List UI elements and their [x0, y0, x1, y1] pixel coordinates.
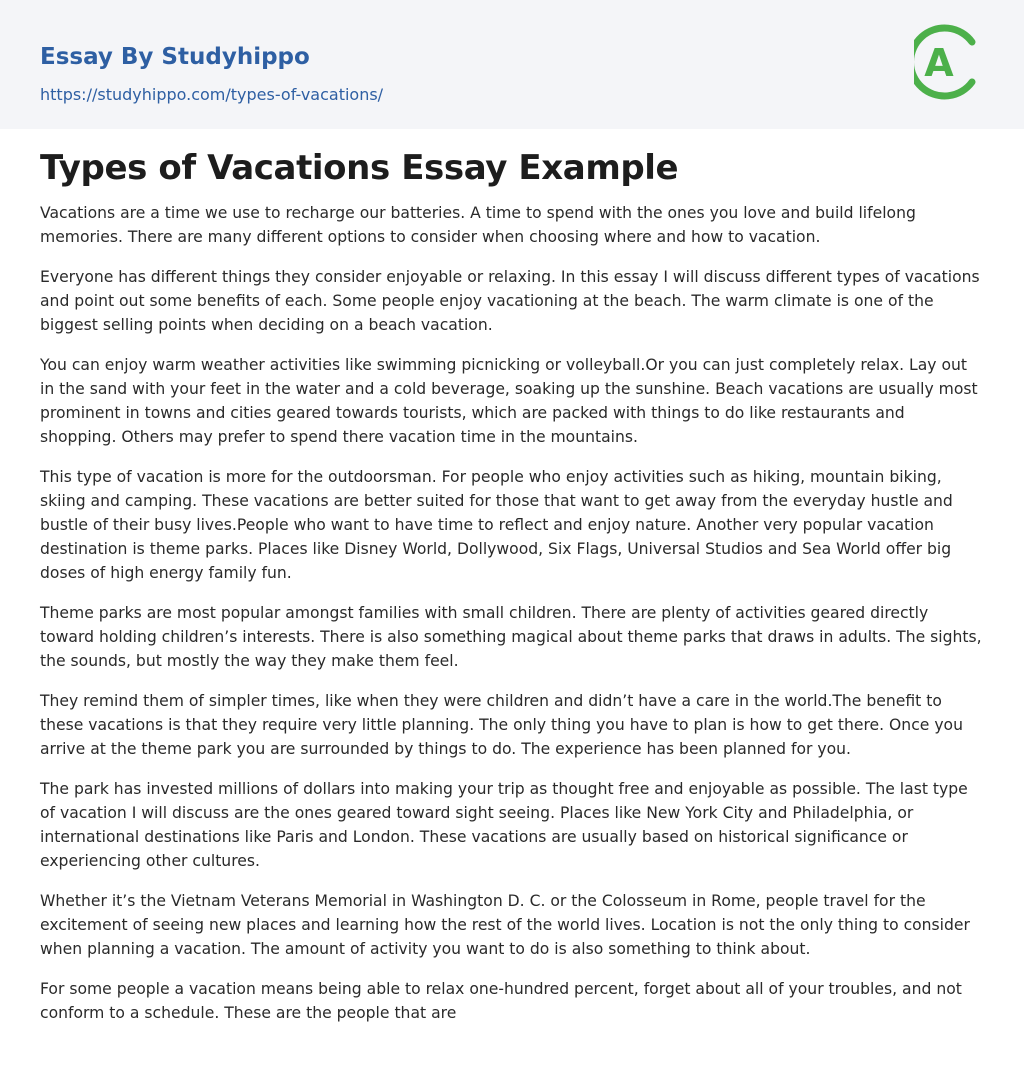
page-header — [0, 0, 1024, 129]
brand-title: Essay By Studyhippo — [40, 44, 310, 70]
source-url-link[interactable]: https://studyhippo.com/types-of-vacations/ — [40, 85, 384, 104]
article-paragraph: Vacations are a time we use to recharge our batteries. A time to spend with the ones you love and build lifelong memories. There are many different options to consider when choosing where and how to vacation. — [40, 204, 916, 246]
studyhippo-logo-icon[interactable] — [914, 20, 984, 104]
logo-letter: A — [924, 41, 954, 85]
article-paragraph: Everyone has different things they consider enjoyable or relaxing. In this essay I will discuss different types of vacations and point out some benefits of each. Some people enjoy vacationing at the beach. The warm climate is one of the biggest selling points when deciding on a beach vacation. — [40, 268, 980, 334]
article-paragraph: The park has invested millions of dollars into making your trip as thought free and enjoyable as possible. The last type of vacation I will discuss are the ones geared toward sight seeing. Places like New York City and Philadelphia, or international destinations like Paris and London. These vacations are usually based on historical significance or experiencing other cultures. — [40, 780, 968, 870]
article-content — [0, 147, 1024, 1025]
article-paragraph: They remind them of simpler times, like when they were children and didn’t have a care in the world.The benefit to these vacations is that they require very little planning. The only thing you have to plan is how to get there. Once you arrive at the theme park you are surrounded by things to do. The experience has been planned for you. — [40, 692, 963, 758]
article-paragraph: This type of vacation is more for the outdoorsman. For people who enjoy activities such as hiking, mountain biking, skiing and camping. These vacations are better suited for those that want to get away from the everyday hustle and bustle of their busy lives.People who want to have time to reflect and enjoy nature. Another very popular vacation destination is theme parks. Places like Disney World, Dollywood, Six Flags, Universal Studios and Sea World offer big doses of high energy family fun. — [40, 468, 953, 582]
article-paragraph: Whether it’s the Vietnam Veterans Memorial in Washington D. C. or the Colosseum in Rome, people travel for the excitement of seeing new places and learning how the rest of the world lives. Location is not the only thing to consider when planning a vacation. The amount of activity you want to do is also something to think about. — [40, 892, 970, 958]
article-paragraph: Theme parks are most popular amongst families with small children. There are plenty of activities geared directly toward holding children’s interests. There is also something magical about theme parks that draws in adults. The sights, the sounds, but mostly the way they make them feel. — [40, 604, 982, 670]
article-paragraph: You can enjoy warm weather activities like swimming picnicking or volleyball.Or you can just completely relax. Lay out in the sand with your feet in the water and a cold beverage, soaking up the sunshine. Beach vacations are usually most prominent in towns and cities geared towards tourists, which are packed with things to do like restaurants and shopping. Others may prefer to spend there vacation time in the mountains. — [40, 356, 978, 446]
article-paragraph: For some people a vacation means being able to relax one-hundred percent, forget about all of your troubles, and not conform to a schedule. These are the people that are — [40, 980, 962, 1022]
page-title: Types of Vacations Essay Example — [40, 148, 679, 188]
